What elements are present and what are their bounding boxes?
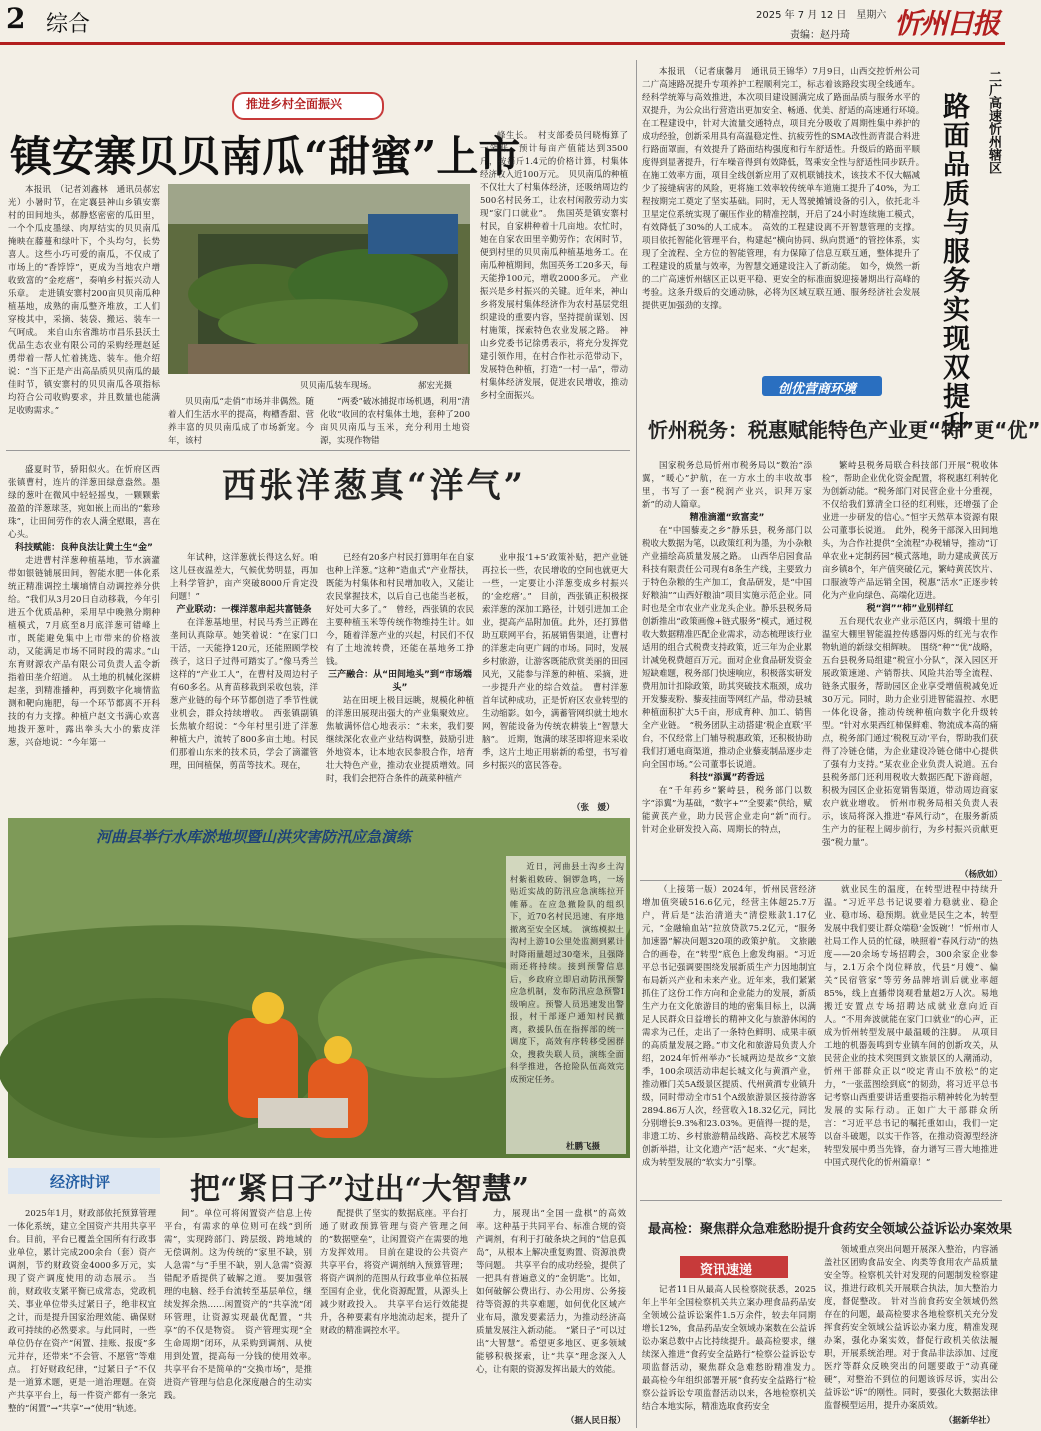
issue-date: 2025 年 7 月 12 日 星期六	[756, 10, 887, 21]
headline-court: 最高检：聚焦群众急难愁盼提升食药安全领域公益诉讼办案效果	[648, 1222, 1013, 1237]
highway-text: 本报讯 （记者康馨月 通讯员王锦华）7月9日，山西交控忻州公司二广高速路况提升专项养护工程顺利完工，标志着该路段实现全线通车。经科学统筹与高效推进，本次项目建设圆满完成了路面品质与服务水平的双提升，为公众出行营造出更加安全、畅通、优美、舒适的高速通行环境。 在工程建设中，针对大流量交通特点，项目充分吸收了周期性集中养护的成功经验，创新采用具有高温稳定性、抗疲劳性的SMA改性沥青混合料进行路面罩面，有效提升了路面结构强度和行车舒适性。升级后的路面平顺度得到显著提升，行车噪音得到有效降低，驾乘安全性与舒适性同步跃升。 在施工效率方面，项目全线创新应用了双机联铺技术，该技术不仅大幅减少了接缝病害的风险，更将施工效率较传统单车道施工提升了40%，为工程按期完工奠定了坚实基础。同时，无人驾驶摊铺设备的引入，依托北斗卫星定位系统实现了碾压作业的精准控制，开启了24小时连续施工模式，有效降低了30%的人工成本。 高效的工程建设离不开智慧管理的支撑。项目依托智能化管理平台，构建起“横向协同、纵向贯通”的管控体系，实现了全流程、全方位的智能管理，有力保障了信息互联互通，整体提升了工程建设的质量与效率，为智慧交通建设注入了新动能。 如今，焕然一新的二广高速忻州辖区正以更平稳、更安全的标准面貌迎接暑期出行高峰的考验。这条升级后的交通动脉，必将为区域互联互通、服务经济社会发展提供更加强劲的支撑。	[642, 67, 929, 311]
paper-logo: 忻州日报	[894, 7, 999, 40]
econ-col2: 就业民生的温度，在转型进程中持续升温。“习近平总书记说要着力稳就业、稳企业、稳市场、稳预期。就业是民生之本，转型发展中我们要让群众端稳‘金饭碗’！”忻州市人社局工作人员的忙碌，映照着“春风行动”的热度——20余场专场招聘会，300余家企业参与，2.1万余个岗位释放，代县“月嫂”、偏关“民宿管家”等劳务品牌培训后就业率超85%，线上直播带岗观看量超2万人次。易地搬迁安置点专场招聘达成就业意向近百人。“不用奔波就能在家门口就业”的心声，正成为忻州转型发展中最温暖的注脚。 从项目工地的机器轰鸣到专业镇车间的创新攻关，从民营企业的技术突围到文旅景区的人潮涌动，忻州干部群众正以“咬定青山不放松”的定力，“一张蓝图绘到底”的韧劲，将习近平总书记考察山西重要讲话重要指示精神转化为转型发展的实际行动。正如广大干部群众所言：“习近平总书记的嘱托重如山，我们一定以奋斗破题，以实干作答，在推动资源型经济转型发展中勇当先锋，奋力谱写三晋大地推进中国式现代化的忻州篇章！”	[824, 885, 998, 1168]
headline-onion: 西张洋葱真“洋气”	[222, 466, 527, 506]
vertical-divider	[636, 60, 637, 1428]
pumpkin-photo-caption: 贝贝南瓜装车现场。	[300, 381, 377, 391]
tax-col1: 国家税务总局忻州市税务局以“数治”添翼，“暖心”护航，在一方水土的丰收故事里，书写了一套“税润产业兴，识拜万家新”的动人篇章。 精准滴灌“致富麦” 在“中国藜麦之乡”静乐县，税务部门以税收大数据为笔，以政策红利为墨，为小杂粮产业描绘高质量发展之路。 山西华启园食品科技有限责任公司现有8条生产线，主要致力于特色杂粮的生产加工，食品研发，是“中国好粮油”“山西好粮油”项目实施示范企业。同时也是全市农业产业龙头企业。静乐县税务局创新推出“政策画像+链式服务”模式，通过税收大数据精准匹配企业需求，动态梳理该行业适用的组合式税费支持政策，近三年为企业累计减免税费超百万元。面对企业食品研发资金短缺难题，税务部门快速响应，积极落实研发费用加计扣除政策，助其突破技术瓶颈，成功开发藜麦粉、藜麦挂面等网红产品，带动县城种植面积扩大5千亩，形成育种、加工、销售全产业链。 “税务团队主动搭建‘税企直联’平台，不仅经常上门辅导税惠政策，还积极协助我们打通电商渠道，推动企业藜麦制品逐步走向全国市场。”公司董事长说道。 科技“添翼”药香远 在“千年药乡”繁峙县，税务部门以数字“添翼”为基础，“数字+”“全要素”供给，赋能黄芪产业，助力民营企业走向“新”而行。 针对企业研发投入高、周期长的特点，	[642, 461, 821, 835]
court-byline: （据新华社）	[944, 1416, 996, 1426]
masthead-rule	[0, 42, 1005, 45]
tax-subhead-3: 税“润”“柿”业别样红	[866, 604, 954, 614]
court-col2: 领域重点突出问题开展深入整治，内容涵盖社区团购食品安全、肉类等食用农产品质量安全等。检察机关针对发现的问题制发检察建议，推进行政机关开展联合执法，加大整治力度，督促整改。 针对当前食药安全领域仍然存在的问题，最高检要求各地检察机关充分发挥食药安全领域公益诉讼办案力度，精准发现办案，强化办案实效，督促行政机关依法履职，开展系统治理。对于食品非法添加、过度医疗等群众反映突出的问题要敢于“动真碰硬”，对整治不到位的问题该诉尽诉，实出公益诉讼“诉”的刚性。同时，要强化大数据法律监督模型运用，提升办案质效。	[824, 1245, 998, 1411]
editor-credit: 责编：赵丹琦	[790, 30, 850, 41]
onion-col2: 年试种，这洋葱就长得这么好。咱这儿昼夜温差大，气候优势明显，再加上科学管护，亩产突破8000斤肯定没问题！” 产业联动：一棵洋葱串起共富链条 在洋葱基地里，村民马秀兰正蹲在垄间认真除草。她笑着说：“在家门口干活，一天能挣120元，还能照顾学校孩子，这日子过得可踏实了。”像马秀兰这样的“产业工人”，在曹村及周边村子有60多名。从育苗移栽到采收包装，洋葱产业链的每个环节都创造了季节性就业机会，群众持续增收。 西张镇副镇长焦敏介绍说：“今年村里引进了洋葱种植大户，流转了800多亩土地。村民们那着山东来的技术员，学会了滴灌管理，田间植保，剪苗等技术。现在，	[170, 553, 318, 771]
pumpkin-photo	[168, 184, 470, 374]
commentary-byline: （据人民日报）	[566, 1416, 626, 1426]
pumpkin-col2: 峰生长。 村支部委员闫晓梅算了一笔账，预计每亩产值能达到3500斤，按每斤1.4元的价格计算，村集体经济收入近100万元。 贝贝南瓜的种植不仅壮大了村集体经济，还吸纳周边约500名村民务工，让农村闲散劳动力实现“家门口就业”。 焦国英是镇安寨村村民，自家耕种着十几亩地。农忙时，她在自家农田里辛勤劳作；农闲时节，便到村里的贝贝南瓜种植基地务工。在南瓜种植期间，焦国英务工20多天，每天能挣100元，增收2000多元。 产业振兴是乡村振兴的关键。近年来，神山乡将发展村集体经济作为农村基层党组织建设的重要内容，坚持提前谋划、因村施策，探索特色农业发展之路。 神山乡党委书记徐勇表示，将充分发挥党建引领作用，在村合作社示范带动下，发展特色种植，打造“一村一品”，带动村集体经济发展，促进农民增收，推动乡村全面振兴。	[480, 131, 628, 401]
onion-subhead-2: 产业联动：一棵洋葱串起共富链条	[176, 605, 312, 615]
tax-subhead-2: 科技“添翼”药香远	[689, 773, 765, 783]
tax-banner: 创优营商环境	[778, 382, 857, 397]
page-number: 2	[6, 2, 26, 35]
drill-byline: 杜鹏飞摄	[566, 1142, 601, 1152]
onion-subhead-1: 科技赋能：良种良法让黄土生“金”	[15, 543, 153, 553]
tax-byline: （杨欣如）	[960, 870, 1003, 880]
court-col1: 记者11日从最高人民检察院获悉，2025年上半年全国检察机关共立案办理食品药品安全领域公益诉讼案件1.5万余件，较去年同期增长12%，食品药品安全领域办案数在公益诉讼办案总数中占比持续提升。最高检要求，继续深入推进“食药安全益路行”检察公益诉讼专项监督活动，聚焦群众急难愁盼精准发力。 最高检今年组织部署开展“食药安全益路行”检察公益诉讼专项监督活动以来，各地检察机关结合本地实际，精准选取食药安全	[642, 1285, 825, 1412]
headline-pumpkin: 镇安寨贝贝南瓜“甜蜜”上市	[10, 132, 521, 181]
headline-commentary: 把“紧日子”过出“大智慧”	[190, 1172, 530, 1207]
headline-tax: 忻州税务：税惠赋能特色产业更“特”更“优”	[648, 418, 1041, 442]
commentary-col1: 2025年1月，财政部依托预算管理一体化系统，建立全国资产共用共享平台。目前，平台已覆盖全国所有行政事业单位，累计完成200余台（套）资产调剂，节约财政资金4000多万元，实现了资产调度使用的动态展示。 当前，财政收支紧平衡已成常态，党政机关、事业单位带头过紧日子，绝非权宜之计，而是提升国家治理效能、确保财政可持续的必然要求。与此同时，一些单位仍存在资产“闲置、挂账、报废”多元并存，还带来“不会管、不愿管”等难点。 打好财政纪律，“过紧日子”不仅是一道算术题，更是一道治理题。在资产共享平台上，每一件资产都有一条完整的“闲置”→“共享”→“使用”轨迹。	[8, 1209, 156, 1414]
truck-loading-image	[168, 184, 470, 374]
commentary-col2: 间”。单位可将闲置资产信息上传平台，有需求的单位则可在线“到所需”，实现跨部门、跨层级、跨地域的无偿调剂。这为传统的“家里不缺，别人急需”与“手里不缺，别人急需”资源错配矛盾提供了破解之道。 要加强管理的电脑、经手台流转至基层单位，继续发挥余热……闲置资产的“共享流”闭环管理，让资源实现最优配置，“共享”的不仅是物资。 资产管理实现“全生命周期”闭环，从采购到调剂、从使用到处置，提高每一分钱的使用效率。 共享平台不是简单的“交换市场”，是推进资产管理与信息化深度融合的生动实践。	[164, 1209, 321, 1401]
drill-text: 近日，河曲县土沟乡土沟村紫祖敕砖、铜锣急鸣，一场贴近实战的防汛应急演练拉开帷幕。在应急撤险队的组织下，近70名村民迅速、有序地撤离至安全区域。 演练模拟土沟村上游10公里处监测到累计时降雨量超过30毫米，且强降雨还将持续。接到预警信息后，乡政府立即启动防汛预警应急机制，发布防汛应急预警Ⅰ级响应。预警人员迅速发出警报，村干部逐户通知村民撤离，救援队伍在指挥部的统一调度下，高效有序转移受困群众，搜救失联人员，演练全面科学推进，各抢险队伍高效完成预定任务。	[510, 861, 624, 1084]
highway-headline: 路面品质与服务实现双提升	[938, 92, 969, 440]
pumpkin-photo-credit: 郝宏光摄	[418, 381, 453, 391]
pumpkin-col3: 贝贝南瓜“走俏”市场并非偶然。随着人们生活水平的提高，枸槽香甜、营养丰富的贝贝南瓜成了市场新宠。今年，该村	[168, 397, 314, 446]
commentary-col4: 力，展现出“全国一盘棋”的高效率。这种基于共同平台、标准合规的资产调剂，有利于打破条块之间的“信息孤岛”，从根本上解决重复购置、资源浪费等问题。 共享平台的成功经验，提供了一把具有普遍意义的“金钥匙”。比如，如何破解公费出行、办公用房、公务接待等资源的共享难题，如何优化区域产业布局，激发要素活力，为推动经济高质量发展注入新动能。 “紧日子”可以过出“大智慧”。希望更多地区、更多领域能够积极探索，让“共享”理念深入人心，让有限的资源发挥出最大的效能。	[476, 1209, 626, 1375]
divider	[640, 1200, 1002, 1201]
drill-title: 河曲县举行水库淤地坝暨山洪灾害防汛应急演练	[96, 828, 412, 846]
onion-col4: 业申报‘1+5’政策补贴，把产业链再拉长一些，农民增收的空间也就更大一些，一定要让小洋葱变成乡村振兴的‘金疙瘩’。” 目前，西张镇正积极探索洋葱的深加工路径，计划引进加工企业，提高产品附加值。此外，还打算借助互联网平台，拓展销售渠道，让曹村的洋葱走向更广阔的市场。同时，发展乡村旅游，让游客既能欣赏美丽的田园风光，又能参与洋葱的种植、采摘，进一步提升产业的综合效益。 曹村洋葱首年试种成功，正是忻府区农业转型的生动缩影。如今，满蓄管网织就土地水网，智能设备为传统农耕装上“智慧大脑”。 近期，饱满的球茎即将迎来采收季，这片土地正用崭新的希望，书写着乡村振兴的富民答卷。	[482, 553, 628, 771]
pumpkin-col1: 本报讯 （记者刘鑫林 通讯员郝宏光）小暑时节，在定襄县神山乡镇安寨村的田间地头，郝静悠密密的瓜田里，一个个瓜皮墨绿、肉厚结实的贝贝南瓜掩映在藤蔓和绿叶下，个头均匀，长势喜人。这些小巧可爱的南瓜，不仅成了市场上的“香饽饽”，更成为当地农户增收致富的“金疙瘩”，奏响乡村振兴动人乐章。 走进镇安寨村200亩贝贝南瓜种植基地，成熟的南瓜整齐堆放，工人们穿梭其中，采摘、装袋、搬运、装车一气呵成。 来自山东省潍坊市昌乐县沃土优品生态农业有限公司的采购经理赵延勇带着一帮人忙着挑选、装车。他介绍说：“当下正是产出高品质贝贝南瓜的最佳时节，镇安寨村的贝贝南瓜各项指标均符合公司收购要求，并且数量也能满足收购需求。”	[8, 185, 160, 416]
onion-subhead-3: 三产融合：从“田间地头”到“市场端头”	[328, 670, 472, 693]
kicker: 推进乡村全面振兴	[246, 97, 343, 111]
commentary-col3: 配提供了坚实的数据底座。平台打通了财政预算管理与资产管理之间的“数据壁垒”，让闲置资产在需要的地方发挥效用。 目前在建设的公共资产共享平台，将资产调剂纳入预算管理；将资产调剂的范围从行政事业单位拓展至国有企业，优化资源配置，从源头上减少财政投入。 共享平台运行效能提升，各种要素有序地流动起来，提升了财政的精准调控水平。	[320, 1209, 468, 1336]
section-name: 综合	[46, 12, 91, 37]
tax-col2: 繁峙县税务局联合科技部门开展“税收体检”，帮助企业优化资金配置，将税惠红利转化为创新动能。“税务部门对民营企业十分重视，不仅给我们算清全口径的红利账，还增强了企业进一步研发的信心。”恒宇天然草本资源有限公司董事长说道。 此外，税务干部深入田间地头，为合作社提供“全流程”办税辅导，推动“订单农业+定制药园”模式落地，助力建成黄芪万亩乡镇8个，年产值突破亿元，繁峙黄芪饮片、口服液等产品远销全国，税惠“活水”正逐步转化为产业向绿色、高端化迈进。 税“润”“柿”业别样红 五台现代农业产业示范区内，绸缎十里的温室大棚里智能温控传感器闪烁的红光与农作物轨道的新绿交相辉映。 围绕“种”“优”战略，五台县税务局组建“税宣小分队”，深入园区开展政策速递、产销帮扶、风险共治等全流程、链条式服务，帮助园区企业享受增值税减免近30万元。同时，助力企业引进智能温控、水肥一体化设备，推动传统种植向数字化升级转型。“针对水果西红柿保鲜难、物流成本高的痛点，税务部门通过‘税税互动’平台，帮助我们获得了冷链仓储，为企业建设冷链仓储中心提供了强有力支持。”某农业企业负责人说道。五台县税务部门还利用税收大数据匹配下游商超，积极为园区企业拓宽销售渠道，带动周边商家农户就业增收。 忻州市税务局相关负责人表示，该局将深入推进“春风行动”，在服务新质生产力的征程上阔步前行，为乡村振兴贡献更强“税力量”。	[822, 461, 998, 848]
divider	[6, 450, 630, 451]
econ-col1: （上接第一版）2024年，忻州民营经济增加值突破516.6亿元，经营主体超25.7万户，背后是“法治清道夫”清偿账款1.17亿元，“金融输血站”拉放贷款75.2亿元，“服务加速器”解决问题320项的政策护航。 文旅融合的画卷，在“转型”底色上愈发绚丽。“习近平总书记强调要围绕发展新质生产力因地制宜布局新兴产业和未来产业。近年来，我们紧紧抓住了这份工作方向和企业能力的发展，新质生产力在文化旅游目的地的密集目标上，以满足人民群众日益增长的精神文化与旅游休闲的需求为己任，走出了一条特色鲜明、成果丰硕的高质量发展之路。”市文化和旅游局负责人介绍，2024年忻州举办“长城两边是故乡”文旅季，100余项活动串起长城文化与黄酒产业，推动雁门关5A级景区提质、代州黄酒专业镇升级，同时带动全市51个A级旅游景区接待游客2894.86万人次，经营收入18.32亿元，同比分别增长9.3%和23.03%。更值得一提的是，非遗工坊、乡村旅游精品线路、高校艺术展等创新举措，让文化遗产“活”起来、“火”起来，成为转型发展的“软实力”引擎。	[642, 885, 816, 1168]
pumpkin-col4: “两委”破冰捕捉市场机遇，利用“清化收”收回的农村集体土地，套种了200亩贝贝南瓜与玉米，充分利用土地资源，实现作物错	[320, 397, 470, 446]
divider	[640, 880, 1002, 881]
commentary-tag: 经济时评	[50, 1173, 111, 1191]
highway-subtitle: 二广高速忻州辖区	[986, 70, 1001, 174]
onion-col3: 已经有20多户村民打算明年在自家也种上洋葱。”这种“造血式”产业帮扶，既能为村集体和村民增加收入，又能让农民掌握技术，以后自己也能当老板，好处可大多了。” 曾经，西张镇的农民主要种植玉米等传统作物维持生计。如今，随着洋葱产业的兴起，村民们不仅有了土地流转费，还能在基地务工挣钱。 三产融合：从“田间地头”到“市场端头” 站在田埂上极目远眺，规模化种植的洋葱田展现出强大的产业集聚效应。焦敏满怀信心地表示：“未来，我们要继续深化农业产业结构调整，鼓励引进外地资本，让本地农民参股合作，培育壮大特色产业，推动农业提质增效。同时，我们会把符合条件的蔬菜种植产	[326, 553, 474, 784]
court-tag: 资讯速递	[700, 1263, 753, 1278]
tax-subhead-1: 精准滴灌“致富麦”	[689, 513, 765, 523]
onion-col1: 盛夏时节，骄阳似火。在忻府区西张镇曹村，连片的洋葱田绿意盎然。墨绿的葱叶在微风中轻轻摇曳，一颗颗紫盈盈的洋葱球茎，宛如嵌上而出的“紫珍珠”，让田间劳作的农人满全慰眼，喜在心头。 科技赋能：良种良法让黄土生“金” 走进曹村洋葱种植基地，节水滴灌带如银链铺展田间，智能水肥一体化系统正精准调控土壤墒情自动调控养分供给。“我们从3月20日自动移栽，今年引进五个优质品种，采用早中晚熟分期种植模式，7月底至8月底洋葱可错峰上市，既能避免集中上市带来的价格波动，又能满足市场不同时段的需求。”山东育财源农产品有限公司负责人孟令新指着田垄介绍道。 从土地的机械化深耕起垄，到精准播种，再到数字化墒情监测和靶向施肥，每一个环节都离不开科技的有力支撑。种植户赵文书满心欢喜地拨开葱叶，露出拳头大小的紫皮洋葱，兴奋地说：“今年第一	[8, 465, 160, 748]
onion-byline: （张 媛）	[572, 803, 615, 813]
